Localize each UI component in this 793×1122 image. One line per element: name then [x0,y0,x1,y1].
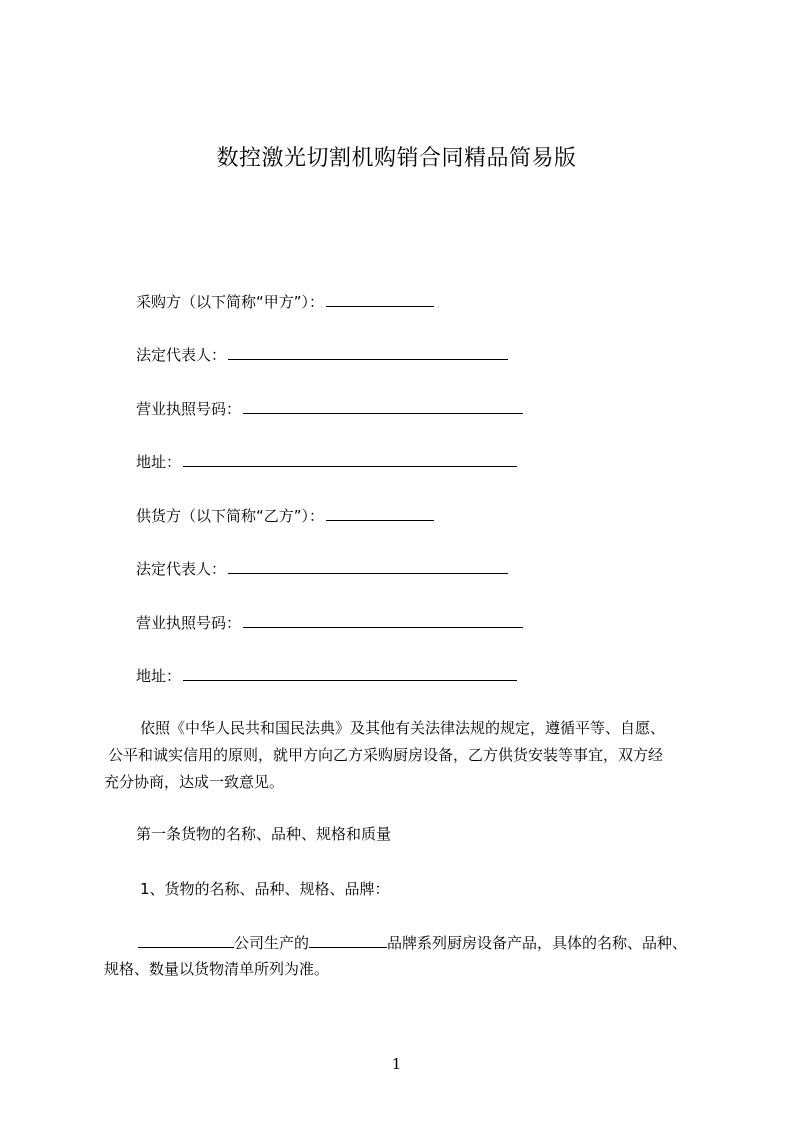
supplier-representative-label: 法定代表人： [136,560,227,578]
article-1-paragraph-line-2: 规格、数量以货物清单所列为准。 [104,960,330,978]
article-1-item-1: 1、货物的名称、品种、规格、品牌： [140,880,390,898]
intro-line-3: 充分协商，达成一致意见。 [104,773,285,791]
company-text: 公司生产的 [234,934,310,952]
buyer-address-field [136,451,517,472]
company-blank [138,932,234,948]
buyer-license-field [136,398,523,419]
page-number: 1 [391,1055,402,1073]
supplier-name-label: 供货方（以下简称“乙方”）： [136,507,325,525]
buyer-address-label: 地址： [136,453,182,471]
supplier-license-blank [243,612,523,628]
supplier-name-blank [326,505,434,521]
supplier-address-blank [183,665,517,681]
document-title: 数控激光切割机购销合同精品简易版 [216,146,577,171]
supplier-representative-blank [228,558,508,574]
article-1-heading: 第一条货物的名称、品种、规格和质量 [136,825,392,843]
supplier-address-field [136,665,517,686]
buyer-license-label: 营业执照号码： [136,400,242,418]
buyer-name-label: 采购方（以下简称“甲方”）： [136,293,325,311]
intro-line-2: 公平和诚实信用的原则，就甲方向乙方采购厨房设备，乙方供货安装等事宜，双方经 [108,746,664,764]
brand-blank [309,932,387,948]
supplier-license-label: 营业执照号码： [136,614,242,632]
supplier-license-field [136,612,523,633]
buyer-representative-label: 法定代表人： [136,346,227,364]
buyer-license-blank [243,398,523,414]
buyer-name-field [136,291,434,312]
buyer-representative-blank [228,344,508,360]
buyer-name-blank [326,291,434,307]
supplier-address-label: 地址： [136,667,182,685]
buyer-address-blank [183,451,517,467]
article-1-paragraph-line-1 [138,932,687,953]
brand-text: 品牌系列厨房设备产品，具体的名称、品种、 [387,934,688,952]
intro-line-1: 依照《中华人民共和国民法典》及其他有关法律法规的规定，遵循平等、自愿、 [140,719,666,737]
supplier-representative-field [136,558,508,579]
supplier-name-field [136,505,434,526]
buyer-representative-field [136,344,508,365]
